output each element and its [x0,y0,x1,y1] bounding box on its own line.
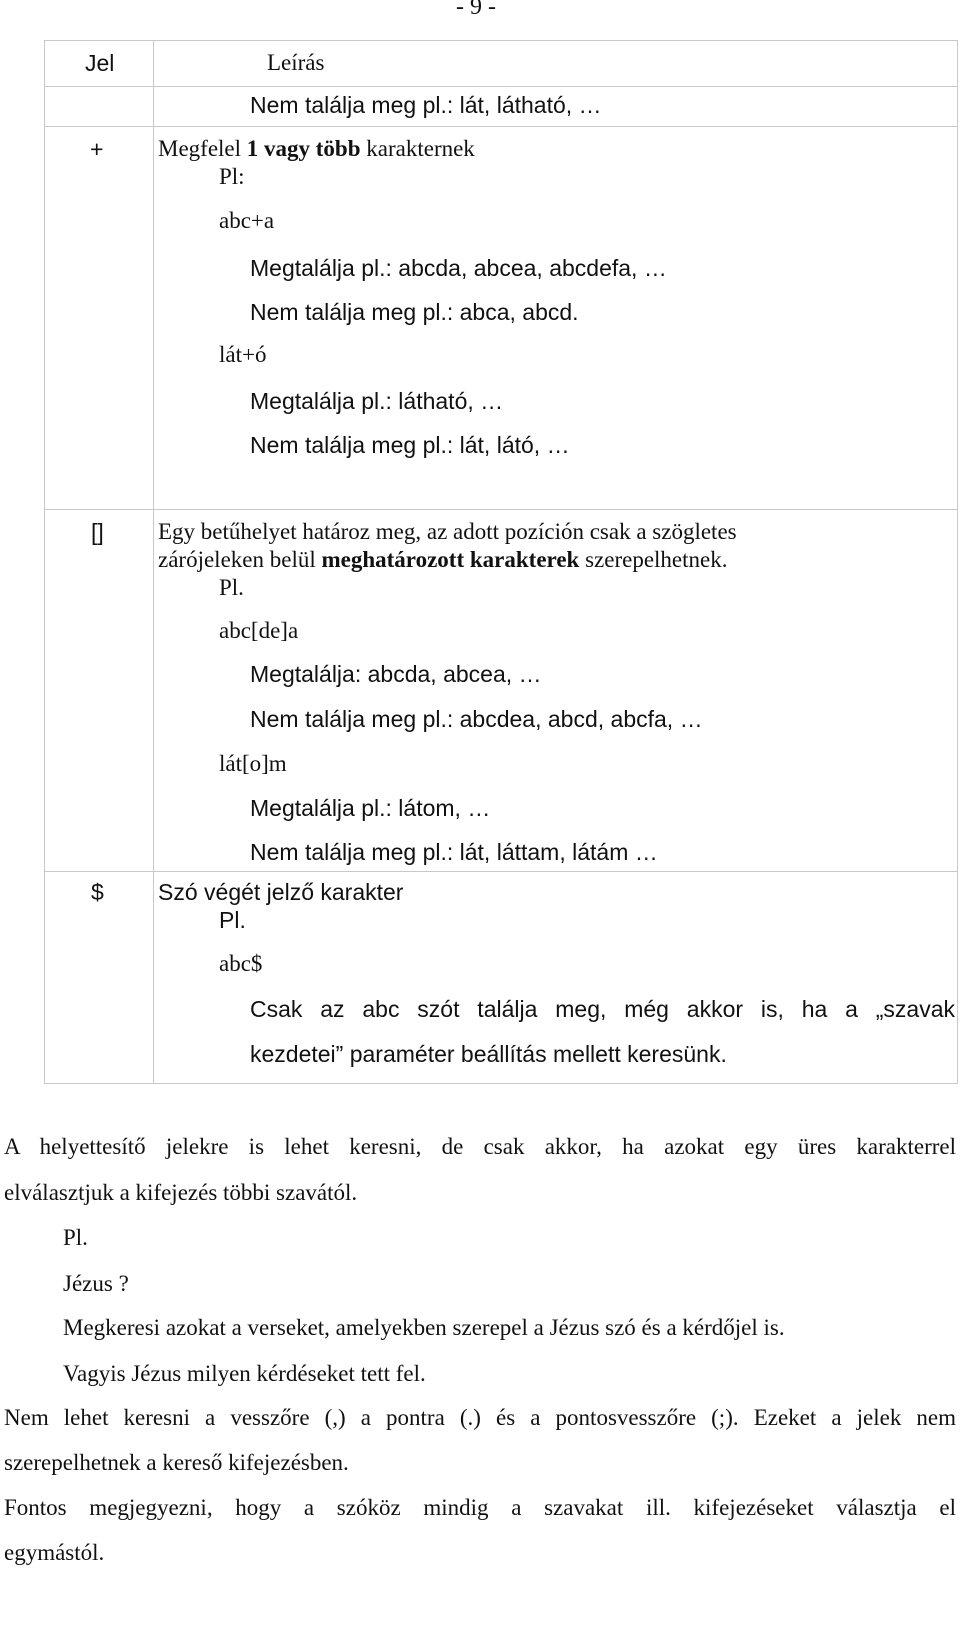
paragraph-4-line-2: egymástól. [4,1540,105,1565]
plus-example-pattern-2: lát+ó [219,342,267,367]
brackets-example-2-found: Megtalálja pl.: látom, … [250,795,491,821]
dollar-note-line-2: kezdetei” paraméter beállítás mellett keresünk. [250,1041,727,1067]
not-found-line: Nem találja meg pl.: lát, látható, … [250,92,602,118]
plus-example-1-not-found: Nem találja meg pl.: abca, abcd. [250,299,579,325]
paragraph-3-line-1: Nem lehet keresni a vesszőre (,) a pontra (.) és a pontosvesszőre (;). Ezeket a jelek nem [4,1405,956,1430]
dollar-description: Szó végét jelző karakter [158,879,404,905]
brackets-example-1-not-found: Nem találja meg pl.: abcdea, abcd, abcfa, … [250,706,703,732]
plus-symbol: + [90,136,104,162]
dollar-example-label: Pl. [219,907,246,933]
paragraph-1-line-2: elválasztjuk a kifejezés többi szavától. [4,1180,358,1205]
dollar-symbol: $ [91,879,104,905]
paragraph-2-line-1: Megkeresi azokat a verseket, amelyekben szerepel a Jézus szó és a kérdőjel is. [63,1315,785,1340]
plus-example-2-not-found: Nem találja meg pl.: lát, látó, … [250,432,570,458]
brackets-description-line-2: zárójeleken belül meghatározott karakterek szerepelhetnek. [158,547,728,572]
dollar-note-line-1: Csak az abc szót találja meg, még akkor is, ha a „szavak [250,996,955,1022]
plus-example-pattern-1: abc+a [219,208,275,233]
brackets-example-1-found: Megtalálja: abcda, abcea, … [250,661,542,687]
brackets-example-label: Pl. [219,575,244,600]
brackets-example-pattern-2: lát[o]m [219,751,287,776]
paragraph-4-line-1: Fontos megjegyezni, hogy a szóköz mindig a szavakat ill. kifejezéseket választja el [4,1495,956,1520]
brackets-symbol: [] [91,519,104,545]
plus-example-label: Pl: [219,164,245,189]
dollar-example-pattern: abc$ [219,951,263,976]
example-label: Pl. [63,1225,88,1250]
brackets-example-2-not-found: Nem találja meg pl.: lát, láttam, látám … [250,839,658,865]
paragraph-1-line-1: A helyettesítő jelekre is lehet keresni, de csak akkor, ha azokat egy üres karakterrel [4,1134,956,1159]
paragraph-2-line-2: Vagyis Jézus milyen kérdéseket tett fel. [63,1361,426,1386]
plus-description: Megfelel 1 vagy több karakternek [158,136,475,161]
header-symbol-label: Jel [85,50,115,76]
example-query: Jézus ? [63,1271,129,1296]
paragraph-3-line-2: szerepelhetnek a kereső kifejezésben. [4,1450,349,1475]
plus-example-1-found: Megtalálja pl.: abcda, abcea, abcdefa, … [250,255,667,281]
header-description-label: Leírás [267,50,325,75]
brackets-example-pattern-1: abc[de]a [219,618,299,643]
brackets-description-line-1: Egy betűhelyet határoz meg, az adott pozíción csak a szögletes [158,519,737,544]
plus-example-2-found: Megtalálja pl.: látható, … [250,388,504,414]
page-number: - 9 - [456,0,496,20]
